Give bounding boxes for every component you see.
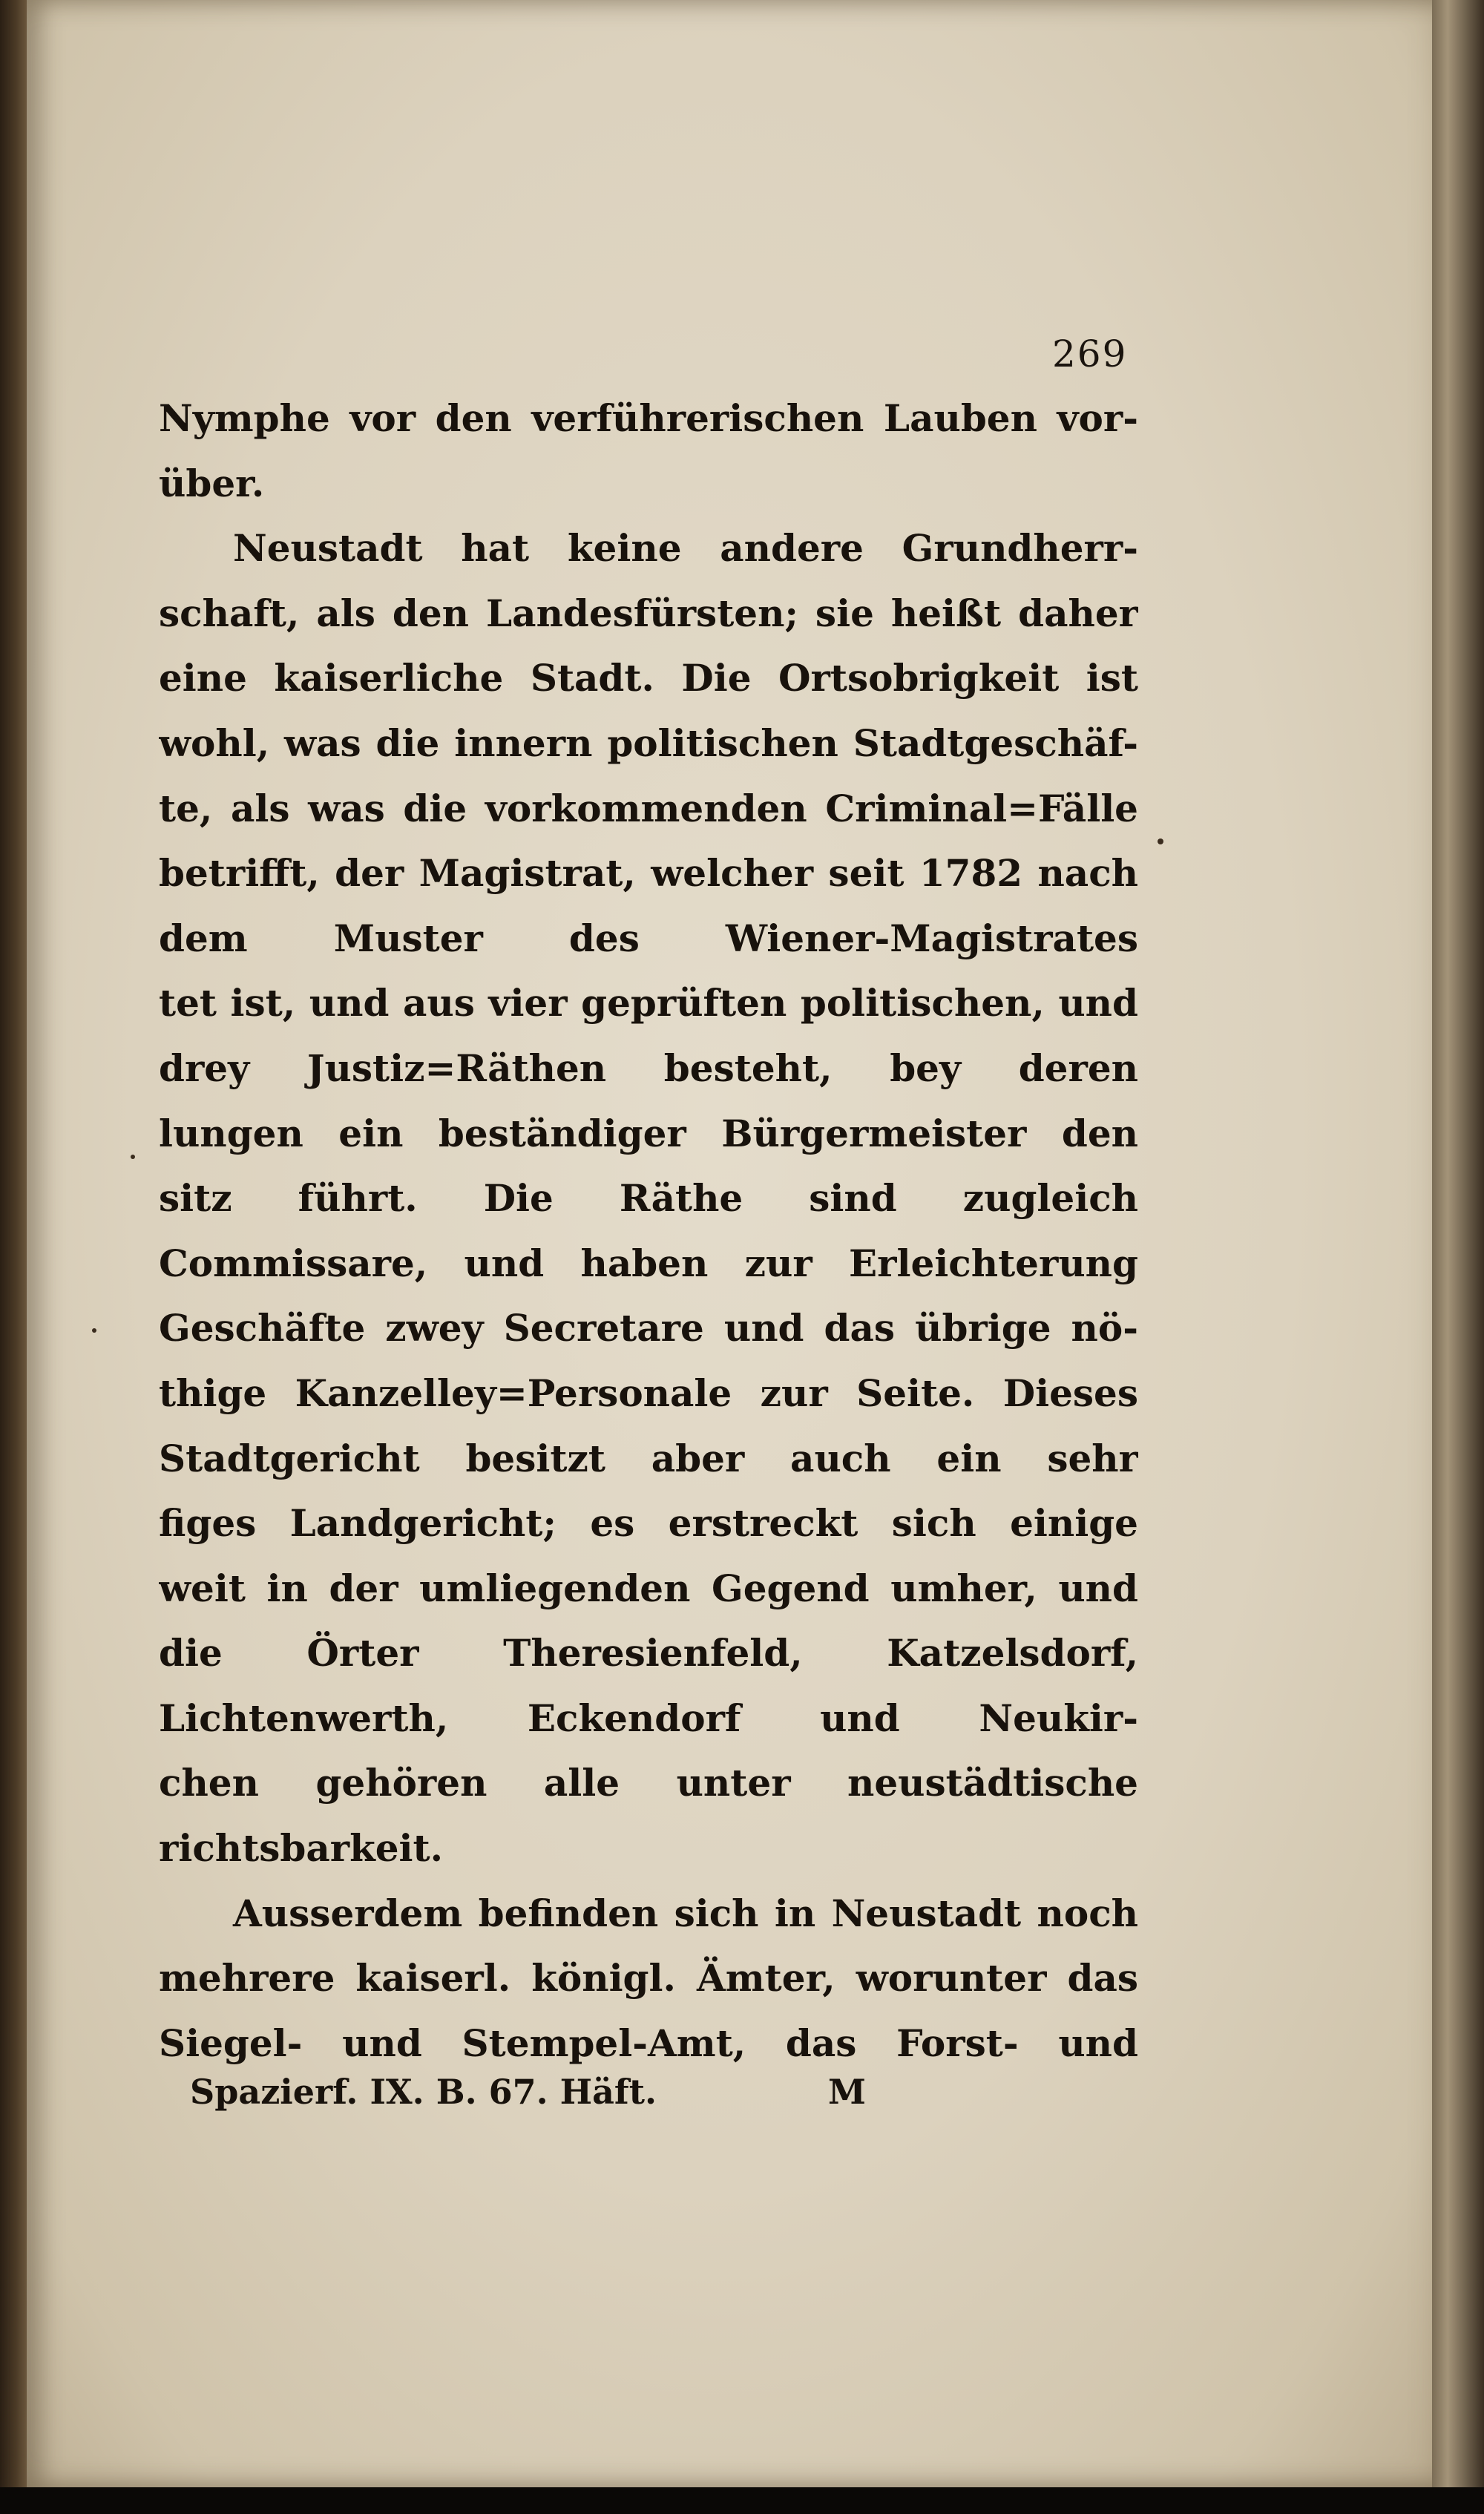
- text-line: eine kaiserliche Stadt. Die Ortsobrigkeit ist: [159, 656, 1138, 700]
- text-line: drey Justiz=Räthen besteht, bey deren: [159, 1046, 1138, 1090]
- text-line: figes Landgericht; es erstreckt sich einige: [159, 1501, 1138, 1546]
- text-line: Geschäfte zwey Secretare und das übrige nö-: [159, 1306, 1138, 1350]
- text-line: betrifft, der Magistrat, welcher seit 1782 nach: [159, 851, 1138, 896]
- text-line: chen gehören alle unter neustädtische: [159, 1761, 1138, 1805]
- text-line: Stadtgericht besitzt aber auch ein sehr: [159, 1436, 1138, 1480]
- text-line: tet ist, und aus vier geprüften politischen, und: [159, 981, 1138, 1025]
- ink-spot: [92, 1328, 96, 1333]
- text-line: Ausserdem befinden sich in Neustadt noch: [233, 1891, 1138, 1935]
- text-line: über.: [159, 461, 265, 505]
- text-line: Neustadt hat keine andere Grundherr-: [233, 526, 1138, 571]
- signature-mark: M: [828, 2072, 866, 2112]
- text-line: sitz führt. Die Räthe sind zugleich: [159, 1176, 1138, 1221]
- bottom-shadow: [0, 2487, 1484, 2514]
- footer-signature: Spazierf. IX. B. 67. Häft.: [190, 2072, 657, 2112]
- text-line: lungen ein beständiger Bürgermeister den: [159, 1111, 1138, 1155]
- text-line: Lichtenwerth, Eckendorf und Neukir-: [159, 1696, 1138, 1740]
- text-line: wohl, was die innern politischen Stadtgeschäf-: [159, 721, 1138, 765]
- ink-spot: [131, 1155, 135, 1159]
- text-line: dem Muster des Wiener-Magistrates: [159, 916, 1138, 960]
- text-line: te, als was die vorkommenden Criminal=Fälle: [159, 786, 1138, 830]
- book-spine: [0, 0, 27, 2514]
- page-edge: [1432, 0, 1484, 2514]
- text-line: mehrere kaiserl. königl. Ämter, worunter das: [159, 1956, 1138, 2001]
- text-line: thige Kanzelley=Personale zur Seite. Dieses: [159, 1371, 1138, 1415]
- text-line: die Örter Theresienfeld, Katzelsdorf,: [159, 1631, 1138, 1676]
- page-footer: [190, 2072, 1080, 2112]
- text-line: schaft, als den Landesfürsten; sie heißt daher: [159, 591, 1138, 635]
- ink-spot: [1158, 838, 1163, 844]
- page-number: 269: [1052, 332, 1128, 375]
- text-line: richtsbarkeit.: [159, 1826, 444, 1871]
- text-line: weit in der umliegenden Gegend umher, und: [159, 1566, 1138, 1610]
- body-text: [159, 386, 1138, 2075]
- text-line: Siegel- und Stempel-Amt, das Forst- und: [159, 2021, 1138, 2065]
- text-line: Commissare, und haben zur Erleichterung: [159, 1241, 1138, 1285]
- text-line: Nymphe vor den verführerischen Lauben vor-: [159, 396, 1138, 440]
